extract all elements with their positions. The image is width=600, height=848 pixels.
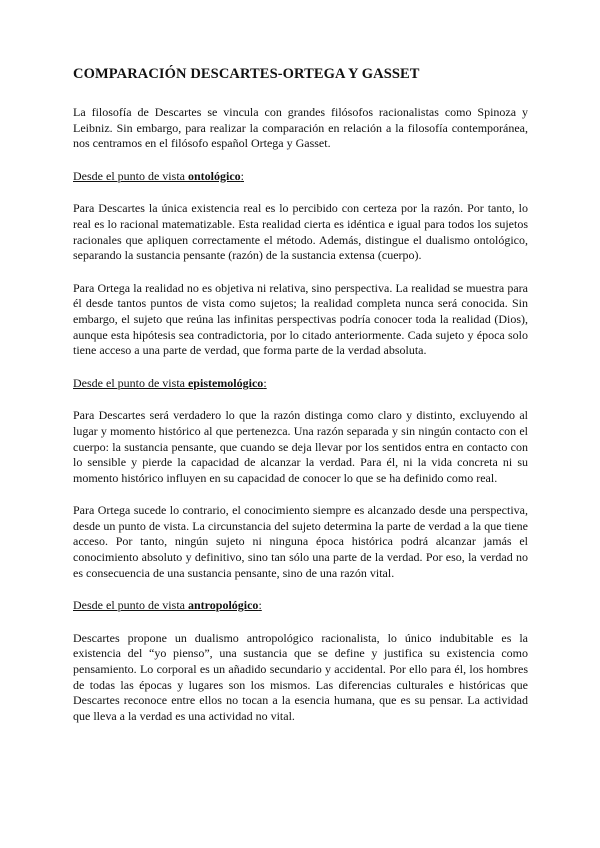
heading-keyword: ontológico (187, 168, 241, 183)
heading-prefix: Desde el punto de vista (73, 168, 188, 183)
paragraph-epistemological-descartes: Para Descartes será verdadero lo que la razón distinga como claro y distinto, excluyendo al lugar y momento histórico al que pertenezca. Una razón separada y sin ningún contacto con el cuerpo: la sustancia pensante, que cuando se deja llevar por los sentidos entra en contacto con lo sensible y pierde la capacidad de alcanzar la verdad. Para él, ni la vida concreta ni su momento histórico influyen en su capacidad de conocer lo que se ha definido como real. (73, 408, 528, 485)
paragraph-epistemological-ortega: Para Ortega sucede lo contrario, el conocimiento siempre es alcanzado desde una perspectiva, desde un punto de vista. La circunstancia del sujeto determina la parte de verdad a la que tiene acceso. Por tanto, ningún sujeto ni ninguna época histórica podrá alcanzar jamás el conocimiento absoluto y definitivo, sino tan sólo una parte de la verdad. Por eso, la verdad no es consecuencia de una sustancia pensante, sino de una razón vital. (73, 503, 528, 580)
section-heading-epistemological (73, 376, 528, 392)
intro-paragraph: La filosofía de Descartes se vincula con grandes filósofos racionalistas como Spinoza y Leibniz. Sin embargo, para realizar la comparación en relación a la filosofía contemporánea, nos centramos en el filósofo español Ortega y Gasset. (73, 105, 528, 151)
document-page (73, 66, 528, 741)
heading-suffix: : (263, 375, 267, 390)
paragraph-anthropological-descartes: Descartes propone un dualismo antropológico racionalista, lo único indubitable es la existencia del “yo pienso”, una sustancia que se define y justifica su existencia como pensamiento. Lo corporal es un añadido secundario y accidental. Por ello para él, los hombres de todas las épocas y lugares son los mismos. Las diferencias culturales e históricas que Descartes reconoce entre ellos no tocan a la esencia humana, que es su pensar. La actividad que lleva a la verdad es una actividad no vital. (73, 630, 528, 723)
paragraph-ontological-descartes: Para Descartes la única existencia real es lo percibido con certeza por la razón. Por tanto, lo real es lo racional matematizable. Esta realidad cierta es idéntica e igual para todos los sujetos racionales que apliquen correctamente el método. Además, distingue el dualismo ontológico, separando la sustancia pensante (razón) de la sustancia extensa (cuerpo). (73, 201, 528, 263)
heading-keyword: antropológico (187, 598, 259, 613)
paragraph-ontological-ortega: Para Ortega la realidad no es objetiva ni relativa, sino perspectiva. La realidad se muestra para él desde tantos puntos de vista como sujetos; la realidad completa nunca será conocida. Sin embargo, el sujeto que reúna las infinitas perspectivas podría conocer toda la realidad (Dios), aunque esta hipótesis sea contradictoria, por lo citado anteriormente. Cada sujeto y época solo tiene acceso a una parte de verdad, que forma parte de la verdad absoluta. (73, 280, 528, 358)
heading-keyword: epistemológico (187, 375, 264, 390)
heading-suffix: : (258, 598, 262, 613)
section-heading-anthropological (73, 598, 528, 614)
heading-prefix: Desde el punto de vista (73, 598, 188, 613)
section-heading-ontological (73, 169, 528, 185)
heading-prefix: Desde el punto de vista (73, 375, 188, 390)
page-title: COMPARACIÓN DESCARTES-ORTEGA Y GASSET (73, 66, 420, 82)
heading-suffix: : (240, 168, 244, 183)
